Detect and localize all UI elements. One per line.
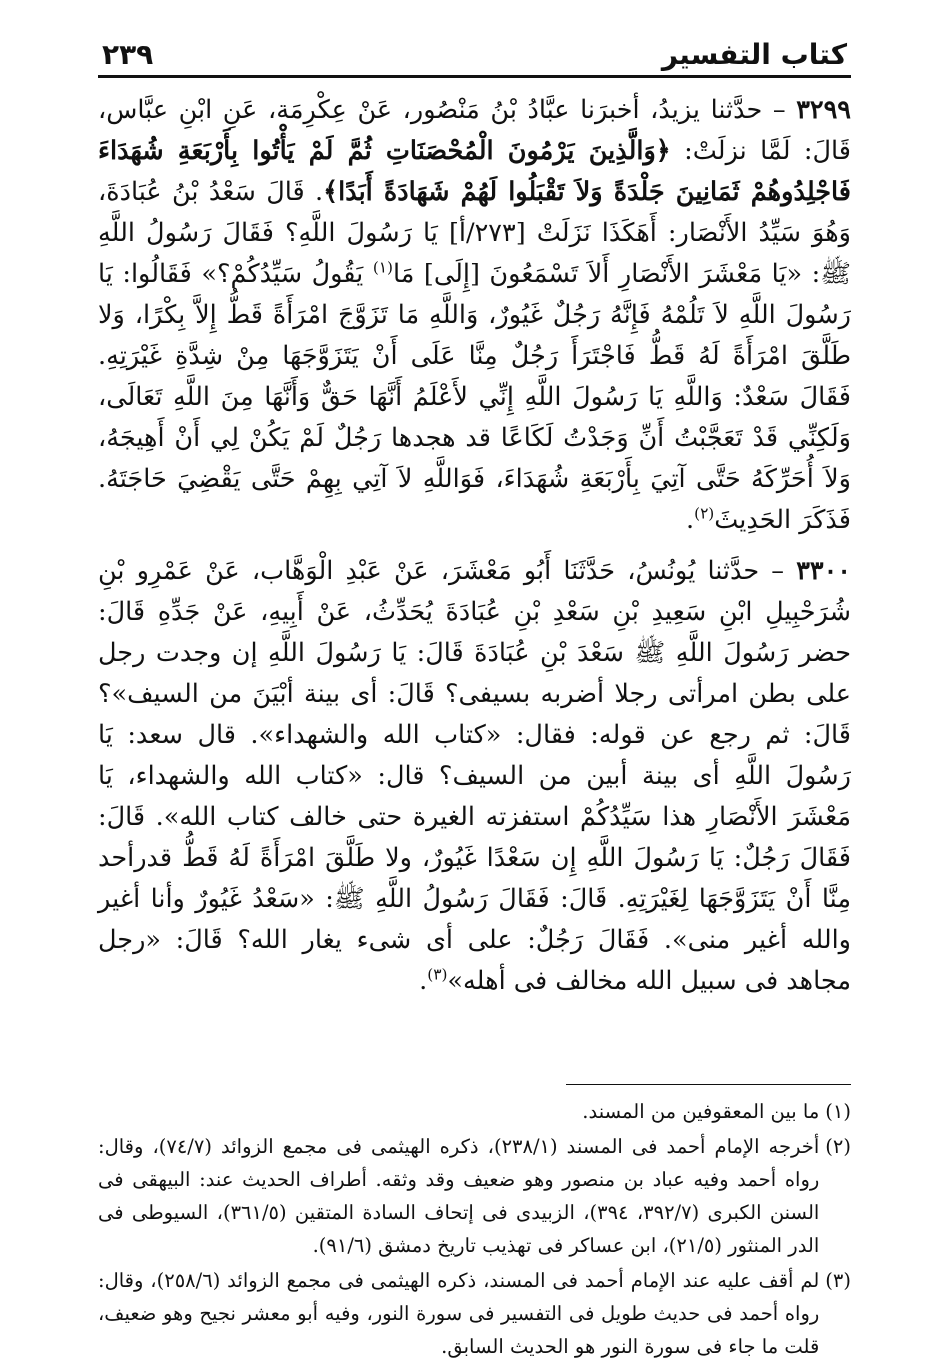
hadith-text: يَقُولُ سَيِّدُكُمْ؟» فَقَالُوا: يَا رَسُولَ اللَّهِ لاَ تَلُمْهُ فَإِنَّهُ رَجُلٌ غَيُورٌ، وَاللَّهِ مَا تَزَوَّجَ امْرَأَةً قَطُّ إِلاَّ بِكْرًا، وَلا طَلَّقَ امْرَأَةً لَهُ قَطُّ فَاجْتَرَأَ رَجُلٌ مِنَّا عَلَى أَنْ يَتَزَوَّجَهَا مِنْ شِدَّةِ غَيْرَتِهِ. فَقَالَ سَعْدٌ: وَاللَّهِ يَا رَسُولَ اللَّهِ إِنِّي لأَعْلَمُ أَنَّهَا حَقٌّ وَأَنَّهَا مِنَ اللَّهِ تَعَالَى، وَلَكِنِّي قَدْ تَعَجَّبْتُ أَنِّ وَجَدْتُ لَكَاعًا قد هجدها رَجُلٌ لَمْ يَكُنْ لِي أَنْ أَهِيجَهُ، وَلاَ أُحَرِّكَهُ حَتَّى آتِيَ بِأَرْبَعَةِ شُهَدَاءَ، فَوَاللَّهِ لاَ آتِي بِهِمْ حَتَّى يَقْضِيَ حَاجَتَهُ. فَذَكَرَ الحَدِيثَ xyxy=(98,259,851,535)
quran-verse: ﴿وَالَّذِينَ يَرْمُونَ الْمُحْصَنَاتِ ثُمَّ لَمْ يَأْتُوا بِأَرْبَعَةِ شُهَدَاءَ فَاجْلِدُوهُمْ ثَمَانِينَ جَلْدَةً وَلاَ تَقْبَلُوا لَهُمْ شَهَادَةً أَبَدًا﴾ xyxy=(98,136,851,207)
footnotes xyxy=(98,1095,851,1363)
book-title: كتاب التفسير xyxy=(661,38,847,71)
footnote-text: أخرجه الإمام أحمد فى المسند (٢٣٨/١)، ذكره الهيثمى فى مجمع الزوائد (٧٤/٧)، وقال: رواه أحمد وفيه عباد بن منصور وهو ضعيف وقد وثقه. أطراف الحديث عند: البيهقى فى السنن الكبرى (٣٩٢/٧، ٣٩٤)، الزبيدى فى إتحاف السادة المتقين (٣٦١/٥)، السيوطى فى الدر المنثور (٢١/٥)، ابن عساكر فى تهذيب تاريخ دمشق (٩١/٦). xyxy=(98,1135,820,1257)
footnote xyxy=(98,1095,851,1128)
hadith-end: . xyxy=(419,966,428,996)
footnote xyxy=(98,1130,851,1262)
hadith-end: . xyxy=(686,505,695,535)
footnote-reference: (٣) xyxy=(427,965,448,984)
hadith-text: . قَالَ سَعْدُ بْنُ عُبَادَةَ، وَهُوَ سَيِّدُ الأَنْصَار: أَهَكَذَا نَزَلَتْ [٢٧٣/أ] يَا رَسُولَ اللَّهِ؟ فَقَالَ رَسُولُ اللَّهِ ﷺ: «يَا مَعْشَرَ الأَنْصَارِ أَلاَ تَسْمَعُونَ [إِلَى] مَا xyxy=(98,177,851,289)
hadith-number: ٣٢٩٩ xyxy=(796,95,851,125)
footnote-reference: (٢) xyxy=(694,504,715,523)
footnote-text: ما بين المعقوفين من المسند. xyxy=(582,1100,820,1123)
footnote-text: لم أقف عليه عند الإمام أحمد فى المسند، ذكره الهيثمى فى مجمع الزوائد (٢٥٨/٦)، وقال: رواه أحمد فى حديث طويل فى التفسير فى سورة النور، وفيه أبو معشر نجيح وهو ضعيف، قلت ما جاء فى سورة النور هو الحديث السابق. xyxy=(98,1269,820,1358)
running-head xyxy=(98,30,851,78)
hadith-paragraph xyxy=(98,551,851,1002)
footnote-separator xyxy=(566,1084,851,1085)
footnote-marker: (١) xyxy=(825,1100,851,1123)
footnote-marker: (٢) xyxy=(825,1135,851,1158)
hadith-number: ٣٣٠٠ xyxy=(796,556,851,586)
footnote-marker: (٣) xyxy=(825,1269,851,1292)
hadith-text: – حدَّثنا يُونُسُ، حَدَّثَنَا أَبُو مَعْشَرَ، عَنْ عَبْدِ الْوَهَّاب، عَنْ عَمْرِو بْنِ شُرَحْبِيلِ ابْنِ سَعِيدِ بْنِ سَعْدِ بْنِ عُبَادَةَ يُحَدِّثُ، عَنْ أَبِيهِ، عَنْ جَدِّهِ قَالَ: حضر رَسُولَ اللَّهِ ﷺ سَعْدَ بْنِ عُبَادَةَ قَالَ: يَا رَسُولَ اللَّهِ إن وجدت رجل على بطن امرأتى رجلا أضربه بسيفى؟ قَالَ: أى بينة أبْيَنَ من السيف»؟ قَالَ: ثم رجع عن قوله: فقال: «كتاب الله والشهداء». قال سعد: يَا رَسُولَ اللَّهِ أى بينة أبين من السيف؟ قال: «كتاب الله والشهداء، يَا مَعْشَرَ الأَنْصَارِ هذا سَيِّدُكُمْ استفزته الغيرة حتى خالف كتاب الله». قَالَ: فَقَالَ رَجُلٌ: يَا رَسُولَ اللَّهِ إِن سَعْدًا غَيُورٌ، ولا طَلَّقَ امْرَأَةً لَهُ قَطُّ قدرأحد مِنَّا أَنْ يَتَزَوَّجَهَا لِغَيْرَتِهِ. قَالَ: فَقَالَ رَسُولُ اللَّهِ ﷺ: «سَعْدُ غَيُورٌ وأنا أغير والله أغير منى». فَقَالَ رَجُلٌ: على أى شىء يغار الله؟ قَالَ: «رجل مجاهد فى سبيل الله مخالف فى أهله» xyxy=(98,556,851,996)
footnote xyxy=(98,1264,851,1363)
main-text xyxy=(98,90,851,1002)
hadith-paragraph xyxy=(98,90,851,541)
footnote-reference: (١) xyxy=(372,258,393,277)
page-number: ٢٣٩ xyxy=(102,38,154,71)
hadith-intro: – حدَّثنا يزيدُ، أخبرَنا عبَّادُ بْنُ مَنْصُور، عَنْ عِكْرِمَة، عَنِ ابْنِ عبَّاس، قَالَ: لَمَّا نزلَتْ: xyxy=(98,95,851,166)
